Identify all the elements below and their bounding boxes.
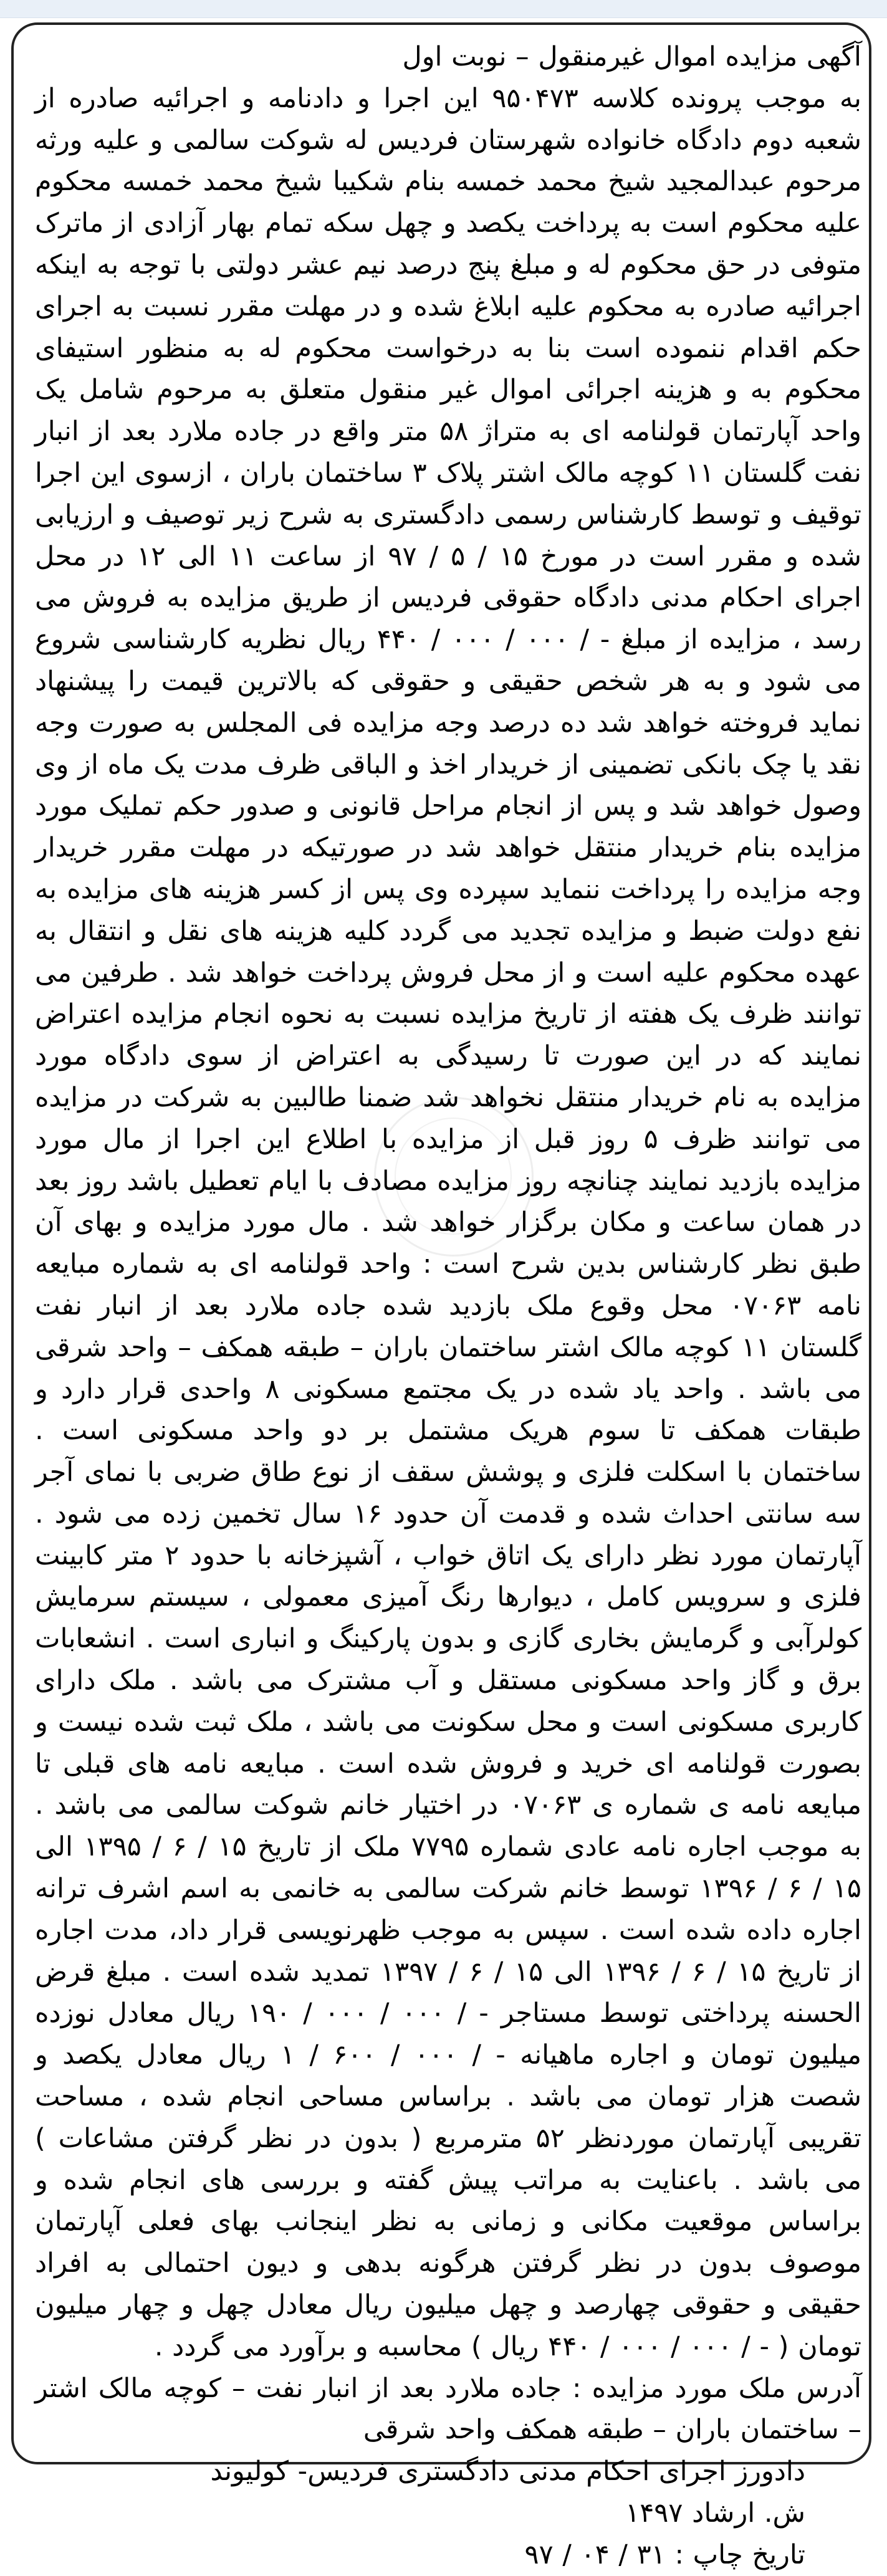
signature-line: دادورز اجرای احکام مدنی دادگستری فردیس- کولیوند bbox=[210, 2456, 805, 2487]
property-address: آدرس ملک مورد مزایده : جاده ملارد بعد از انبار نفت – کوچه مالک اشتر – ساختمان باران – طبقه همکف واحد شرقی bbox=[35, 2372, 861, 2446]
notice-content bbox=[35, 36, 861, 2576]
notice-footer bbox=[35, 2368, 861, 2576]
top-band bbox=[0, 0, 887, 18]
ershad-number: ش. ارشاد ۱۴۹۷ bbox=[625, 2497, 805, 2529]
print-date: تاریخ چاپ : ۳۱ / ۰۴ / ۹۷ bbox=[524, 2539, 805, 2570]
notice-title: آگهی مزایده اموال غیرمنقول – نوبت اول bbox=[402, 41, 861, 72]
notice-body: به موجب پرونده کلاسه ۹۵۰۴۷۳ این اجرا و دادنامه و اجرائیه صادره از شعبه دوم دادگاه خانواده شهرستان فردیس له شوکت سالمی و علیه ورثه مرحوم عبدالمجید شیخ محمد خمسه بنام شکیبا شیخ محمد خمسه محکوم علیه محکوم است به پرداخت یکصد و چهل سکه تمام بهار آزادی از ماترک متوفی در حق محکوم له و مبلغ پنج درصد نیم عشر دولتی با توجه به اینکه اجرائیه صادره به محکوم علیه ابلاغ شده و در مهلت مقرر نسبت به اجرای حکم اقدام ننموده است بنا به درخواست محکوم له به منظور استیفای محکوم به و هزینه اجرائی اموال غیر منقول متعلق به مرحوم شامل یک واحد آپارتمان قولنامه ای به متراژ ۵۸ متر واقع در جاده ملارد بعد از انبار نفت گلستان ۱۱ کوچه مالک اشتر پلاک ۳ ساختمان باران ، ازسوی این اجرا توقیف و توسط کارشناس رسمی دادگستری به شرح زیر توصیف و ارزیابی شده و مقرر است در مورخ ۱۵ / ۵ / ۹۷ از ساعت ۱۱ الی ۱۲ در محل اجرای احکام مدنی دادگاه حقوقی فردیس از طریق مزایده به فروش می رسد ، مزایده از مبلغ - / ۰۰۰ / ۰۰۰ / ۴۴۰ ریال نظریه کارشناسی شروع می شود و به هر شخص حقیقی و حقوقی که بالاترین قیمت را پیشنهاد نماید فروخته خواهد شد ده درصد وجه مزایده فی المجلس به صورت وجه نقد یا چک بانکی تضمینی از خریدار اخذ و الباقی ظرف مدت یک ماه از وی وصول خواهد شد و پس از انجام مراحل قانونی و صدور حکم تملیک مورد مزایده بنام خریدار منتقل خواهد شد در صورتیکه در مهلت مقرر خریدار وجه مزایده را پرداخت ننماید سپرده وی پس از کسر هزینه های مزایده به نفع دولت ضبط و مزایده تجدید می گردد کلیه هزینه های نقل و انتقال به عهده محکوم علیه است و از محل فروش پرداخت خواهد شد . طرفین می توانند ظرف یک هفته از تاریخ مزایده نسبت به نحوه انجام مزایده اعتراض نمایند که در این صورت تا رسیدگی به اعتراض از سوی دادگاه مورد مزایده به نام خریدار منتقل نخواهد شد ضمنا طالبین به شرکت در مزایده می توانند ظرف ۵ روز قبل از مزایده با اطلاع این اجرا از مال مورد مزایده بازدید نمایند چنانچه روز مزایده مصادف با ایام تعطیل باشد روز بعد در همان ساعت و مکان برگزار خواهد شد . مال مورد مزایده و بهای آن طبق نظر کارشناس بدین شرح است : واحد قولنامه ای به شماره مبایعه نامه ۰۷۰۶۳ محل وقوع ملک بازدید شده جاده ملارد بعد از انبار نفت گلستان ۱۱ کوچه مالک اشتر ساختمان باران – طبقه همکف – واحد شرقی می باشد . واحد یاد شده در یک مجتمع مسکونی ۸ واحدی قرار دارد و طبقات همکف تا سوم هریک مشتمل بر دو واحد مسکونی است . ساختمان با اسکلت فلزی و پوشش سقف از نوع طاق ضربی با نمای آجر سه سانتی احداث شده و قدمت آن حدود ۱۶ سال تخمین زده می شود . آپارتمان مورد نظر دارای یک اتاق خواب ، آشپزخانه با حدود ۲ متر کابینت فلزی و سرویس کامل ، دیوارها رنگ آمیزی معمولی ، سیستم سرمایش کولرآبی و گرمایش بخاری گازی و بدون پارکینگ و انباری است . انشعابات برق و گاز واحد مسکونی مستقل و آب مشترک می باشد . ملک دارای کاربری مسکونی است و محل سکونت می باشد ، ملک ثبت شده نیست و بصورت قولنامه ای خرید و فروش شده است . مبایعه نامه های قبلی تا مبایعه نامه ی شماره ی ۰۷۰۶۳ در اختیار خانم شوکت سالمی می باشد . به موجب اجاره نامه عادی شماره ۷۷۹۵ ملک از تاریخ ۱۵ / ۶ / ۱۳۹۵ الی ۱۵ / ۶ / ۱۳۹۶ توسط خانم شرکت سالمی به خانمی به اسم اشرف ترانه اجاره داده شده است . سپس به موجب ظهرنویسی قرار داد، مدت اجاره از تاریخ ۱۵ / ۶ / ۱۳۹۶ الی ۱۵ / ۶ / ۱۳۹۷ تمدید شده است . مبلغ قرض الحسنه پرداختی توسط مستاجر - / ۰۰۰ / ۰۰۰ / ۱۹۰ ریال معادل نوزده میلیون تومان و اجاره ماهیانه - / ۰۰۰ / ۶۰۰ / ۱ ریال معادل یکصد و شصت هزار تومان می باشد . براساس مساحی انجام شده ، مساحت تقریبی آپارتمان موردنظر ۵۲ مترمربع ( بدون در نظر گرفتن مشاعات ) می باشد . باعنایت به مراتب پیش گفته و بررسی های انجام شده و براساس موقعیت مکانی و زمانی به نظر اینجانب بهای فعلی آپارتمان موصوف بدون در نظر گرفتن هرگونه بدهی و دیون احتمالی به افراد حقیقی و حقوقی چهارصد و چهل میلیون ریال معادل چهل و چهار میلیون تومان ( - / ۰۰۰ / ۰۰۰ / ۴۴۰ ریال ) محاسبه و برآورد می گردد . bbox=[35, 82, 862, 2362]
